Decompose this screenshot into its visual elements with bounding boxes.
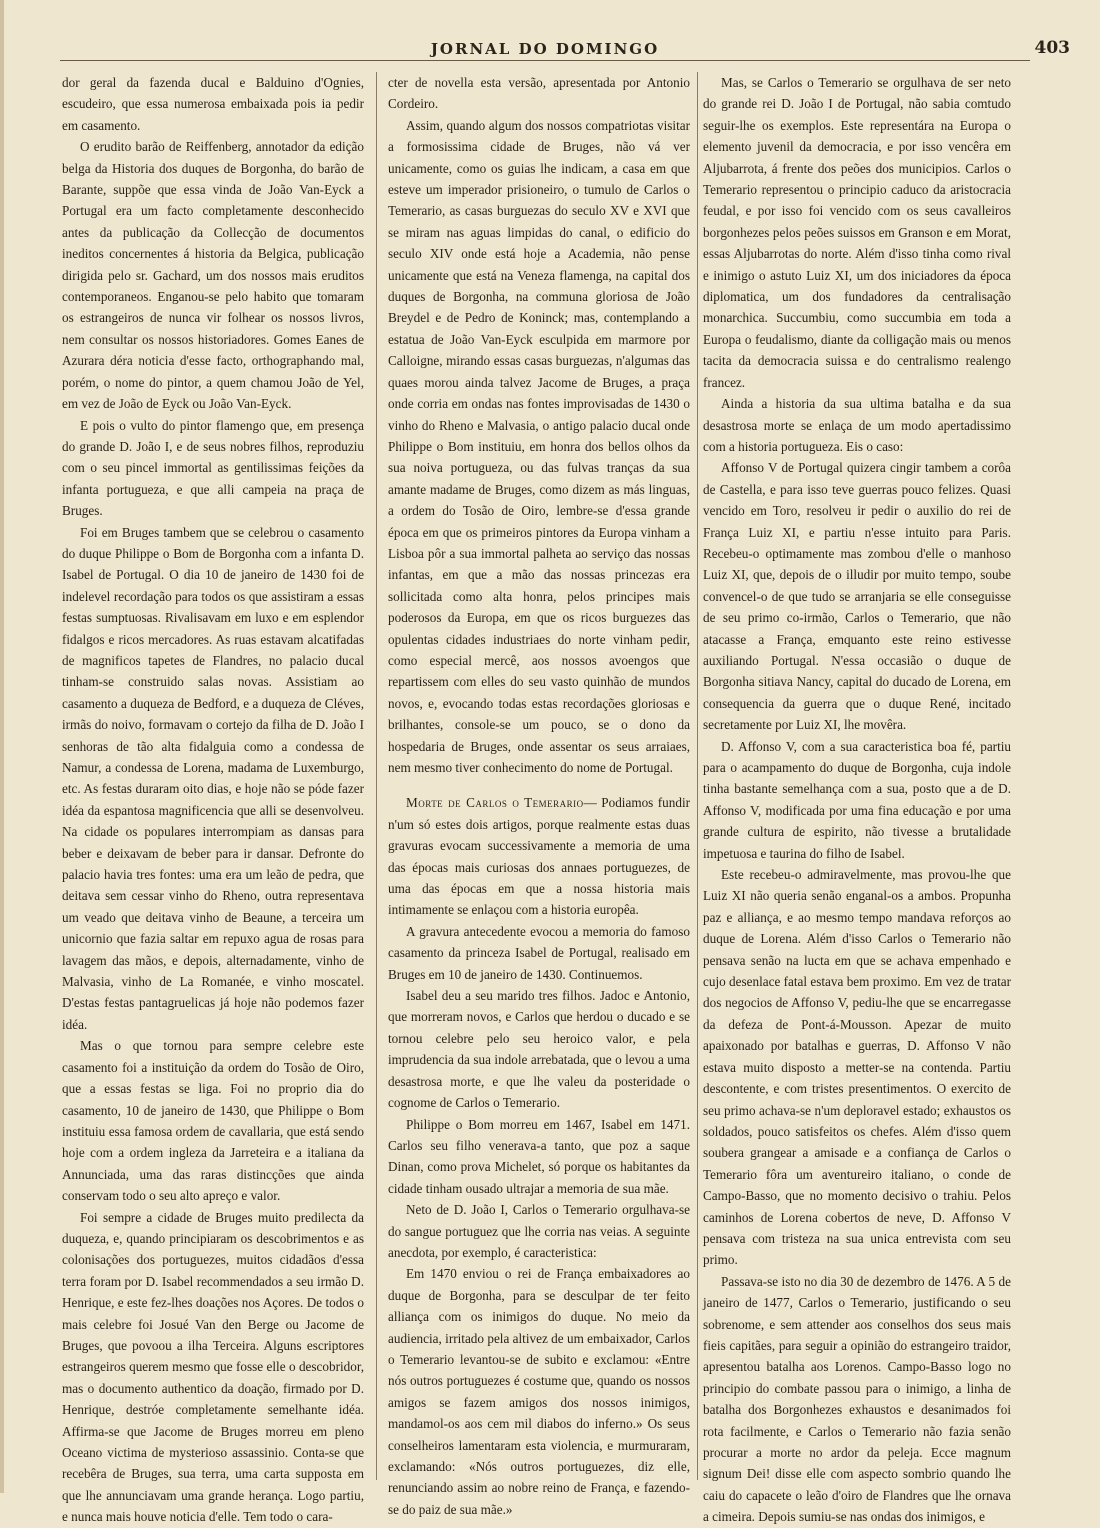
paragraph: O erudito barão de Reiffenberg, annotador da edição belga da Historia dos duques de Borgonha, do barão de Barante, suppõe que essa vinda de João Van-Eyck a Portugal era um facto completamente desconhecido antes da publicação da Collecção de documentos ineditos concernentes á historia da Belgica, publicação dirigida pelo sr. Gachard, um dos nossos mais eruditos contemporaneos. Enganou-se pelo habito que tomaram os estrangeiros de nunca vir folhear os nossos livros, nem consultar os nossos historiadores. Gomes Eanes de Azurara déra noticia d'esse facto, orthographando mal, porém, o nome do pintor, a quem chamou João de Yel, em vez de João de Eyck ou João Van-Eyck. (62, 139, 364, 412)
paragraph: A gravura antecedente evocou a memoria do famoso casamento da princeza Isabel de Portugal, realisado em Bruges em 10 de janeiro de 1430. Continuemos. (388, 923, 690, 982)
paragraph: — Podiamos fundir n'um só estes dois artigos, porque realmente estas duas gravuras evocam successivamente a memoria de uma das épocas mais curiosas dos annaes portuguezes, de uma das épocas em que a nossa historia mais intimamente se enlaçou com a historia europêa. (388, 795, 690, 918)
paragraph: D. Affonso V, com a sua caracteristica boa fé, partiu para o acampamento do duque de Borgonha, cuja indole tinha bastante semelhança com a sua, posto que a de D. Affonso V, modificada por uma fina educação e por uma grande cultura de espirito, não tivesse a brutalidade impetuosa e taurina do filho de Isabel. (703, 738, 1011, 861)
paragraph: Este recebeu-o admiravelmente, mas provou-lhe que Luiz XI não queria senão enganal-os a ambos. Propunha paz e alliança, e ao mesmo tempo mandava reforços ao duque de Lorena. Além d'isso Carlos o Temerario não pensava senão na lucta em que se achava empenhado e cujo desenlace fatal estava bem proximo. Em vez de tratar dos negocios de Affonso V, pediu-lhe que se encarregasse da defeza de Pont-á-Mousson. Apezar de muito apaixonado por batalhas e guerras, D. Affonso V não estava muito disposto a metter-se na contenda. Partiu descontente, e com tristes presentimentos. O exercito de seu primo achava-se n'um deploravel estado; exhaustos os soldados, pouco satisfeitos os chefes. Além d'isso quem soubera grangear a amisade e a confiança de Carlos o Temerario fôra um aventureiro italiano, o conde de Campo-Basso, que no momento decisivo o trahiu. Pelos caminhos de Lorena cobertos de neve, D. Affonso V pensava com tristeza na sua unica entrevista com seu primo. (703, 867, 1011, 1268)
column-2 (388, 72, 690, 1517)
column-1 (62, 72, 364, 1525)
paragraph: Passava-se isto no dia 30 de dezembro de 1476. A 5 de janeiro de 1477, Carlos o Temerario, justificando o seu sobrenome, e sem attender aos conselhos dos seus mais fieis capitães, para seguir a opinião do estrangeiro traidor, apresentou batalha aos Lorenos. Campo-Basso logo no principio do combate passou para o inimigo, a linha de batalha dos Borgonhezes exhaustos e desanimados foi rota facilmente, e Carlos o Temerario não fazia senão procurar a morte no ardor da peleja. Ecce magnum signum Dei! disse elle com aspecto sombrio quando lhe caiu do capacete o leão d'oiro de Flandres que lhe ornava a cimeira. Depois sumiu-se nas ondas dos inimigos, e (703, 1273, 1011, 1525)
paragraph: Affonso V de Portugal quizera cingir tambem a corôa de Castella, e para isso teve guerras pouco felizes. Quasi vencido em Toro, resolveu ir pedir o auxilio do rei de França Luiz XI, e partiu n'esse intuito para Paris. Recebeu-o optimamente mas zombou d'elle o manhoso Luiz XI, que, depois de o illudir por muito tempo, soube convencel-o de que tudo se arranjaria se elle conseguisse de seu primo co-irmão, Carlos o Temerario, que não atacasse a França, emquanto este reino estivesse auxiliando Portugal. N'essa occasião o duque de Borgonha sitiava Nancy, capital do ducado de Lorena, em consequencia da guerra que o duque René, incitado secretamente por Luiz XI, lhe movêra. (703, 460, 1011, 733)
paragraph: Neto de D. João I, Carlos o Temerario orgulhava-se do sangue portuguez que lhe corria nas veias. A seguinte anecdota, por exemplo, é caracteristica: (388, 1202, 690, 1260)
column-rule (697, 72, 698, 1480)
paragraph: Philippe o Bom morreu em 1467, Isabel em 1471. Carlos seu filho venerava-a tanto, que poz a saque Dinan, como prova Michelet, só porque os habitantes da cidade tinham ousado ultrajar a memoria de sua mãe. (388, 1116, 690, 1196)
running-title: JORNAL DO DOMINGO (430, 40, 660, 58)
paragraph: Assim, quando algum dos nossos compatriotas visitar a formosissima cidade de Bruges, não vá ver unicamente, como os guias lhe indicam, a casa em que esteve um imperador prisioneiro, o tumulo de Carlos o Temerario, as casas burguezas do seculo XV e XVI que se miram nas aguas limpidas do canal, o edificio do seculo XIV onde está hoje a Academia, não pense unicamente que está na Veneza flamenga, na capital dos duques de Borgonha, na communa gloriosa de João Breydel e de Pedro de Koninck; mas, contemplando a estatua de João Van-Eyck esculpida em marmore por Calloigne, mirando essas casas burguezas, n'algumas das quaes morou ainda talvez Jacome de Bruges, a praça onde corria em ondas nas fontes improvisadas de 1430 o vinho do Rheno e Malvasia, o antigo palacio ducal onde Philippe o Bom instituiu, em honra dos bellos olhos da sua noiva portugueza, ou das fulvas tranças da sua amante madame de Bruges, como dizem as más linguas, a ordem do Tosão de Oiro, lembre-se d'essa grande época em que os primeiros pintores da Europa vinham a Lisboa pôr a sua immortal palheta ao serviço das nossas infantas, em que a mão das nossas princezas era sollicitada como alta honra, pelos principes mais poderosos da Europa, em que os ricos burguezes das opulentas cidades industriaes do norte vinham pedir, como especial mercê, aos nossos avoengos que repartissem com elles do seu vasto quinhão de mundos novos, e, evocando todas estas recordações gloriosas e brilhantes, console-se um pouco, se o dono da hospedaria de Bruges, onde assentar os seus arraiaes, nem mesmo tiver conhecimento do nome de Portugal. (388, 117, 690, 775)
paragraph: Isabel deu a seu marido tres filhos. Jadoc e Antonio, que morreram novos, e Carlos que herdou o ducado e se tornou celebre pelo seu heroico valor, e pela imprudencia da sua indole arrebatada, que o levou a uma desastrosa morte, e que lhe valeu da posteridade o cognome de Carlos o Temerario. (388, 988, 690, 1111)
section-lead (388, 792, 690, 920)
masthead (60, 38, 1070, 61)
paragraph: cter de novella esta versão, apresentada por Antonio Cordeiro. (388, 75, 690, 112)
section-heading: Morte de Carlos o Temerario (406, 795, 584, 811)
page-number: 403 (1034, 38, 1070, 58)
paragraph: dor geral da fazenda ducal e Balduino d'Ognies, escudeiro, que essa numerosa embaixada pois ia pedir em casamento. (62, 75, 364, 133)
paragraph: E pois o vulto do pintor flamengo que, em presença do grande D. João I, e de seus nobres filhos, reproduziu com o seu pincel immortal as gentilissimas feições da infanta portugueza, e que alli campeia na praça de Bruges. (62, 417, 364, 519)
column-rule (376, 72, 377, 1480)
paragraph: Mas o que tornou para sempre celebre este casamento foi a instituição da ordem do Tosão de Oiro, que a essas festas se liga. Foi no proprio dia do casamento, 10 de janeiro de 1430, que Philippe o Bom instituiu essa famosa ordem de cavallaria, que está sendo hoje com a ordem ingleza da Jarreteira e a italiana da Annunciada, uma das raras distincções que ainda conservam todo o seu alto apreço e valor. (62, 1038, 364, 1204)
paragraph: Foi em Bruges tambem que se celebrou o casamento do duque Philippe o Bom de Borgonha com a infanta D. Isabel de Portugal. O dia 10 de janeiro de 1430 foi de indelevel recordação para todos os que assistiram a essas festas sumptuosas. Rivalisavam em luxo e em esplendor fidalgos e ricos mercadores. As ruas estavam alcatifadas de magnificos tapetes de Flandres, no palacio ducal tinham-se construido salas novas. Assistiam ao casamento a duqueza de Bedford, e a duqueza de Cléves, irmãs do noivo, formavam o cortejo da filha de D. João I senhoras de tão alta fidalguia como a condessa de Namur, a condessa de Lorena, madama de Luxemburgo, etc. As festas duraram oito dias, e hoje não se póde fazer idéa da espantosa magnificencia que alli se desenvolveu. Na cidade os populares interrompiam as dansas para beber e deixavam de beber para ir dansar. Defronte do palacio havia tres fontes: uma era um leão de pedra, que deitava sem cessar vinho do Rheno, outra representava um veado que deitava vinho de Beaune, a terceira um unicornio que fazia saltar em repuxo agua de rosas para lavagem das mãos, e depois, alternadamente, vinho de Malvasia, vinho de La Romanée, e vinho moscatel. D'estas festas pantagruelicas já hoje não podemos fazer idéa. (62, 524, 364, 1032)
paragraph: Em 1470 enviou o rei de França embaixadores ao duque de Borgonha, para se desculpar de ter feito alliança com os inimigos do duque. No meio da audiencia, irritado pela altivez de um embaixador, Carlos o Temerario levantou-se de subito e exclamou: «Entre nós outros portuguezes é costume que, quando os nossos amigos se fazem amigos dos nossos inimigos, mandamol-os aos cem mil diabos do inferno.» Os seus conselheiros lamentaram esta violencia, e murmuraram, exclamando: «Nós outros portuguezes, diz elle, renunciando assim ao nobre reino de França, e fazendo-se do paiz de sua mãe.» (388, 1266, 690, 1517)
paragraph: Foi sempre a cidade de Bruges muito predilecta da duqueza, e, quando principiaram os descobrimentos e as colonisações dos portuguezes, muitos cidadãos d'essa terra foram por D. Isabel recommendados a seu irmão D. Henrique, e este fez-lhes doações nos Açores. De todos o mais celebre foi Josué Van den Berge ou Jacome de Bruges, que povoou a ilha Terceira. Alguns escriptores estrangeiros querem mesmo que fosse elle o descobridor, mas o documento authentico da doação, firmado por D. Henrique, destróe completamente semelhante idéa. Affirma-se que Jacome de Bruges morreu em pleno Oceano victima de mysterioso assassinio. Conta-se que recebêra de Bruges, sua terra, uma carta supposta em que lhe annunciavam uma grande herança. Logo partiu, e nunca mais houve noticia d'elle. Tem todo o cara- (62, 1209, 364, 1525)
paragraph: Ainda a historia da sua ultima batalha e da sua desastrosa morte se enlaça de um modo apertadissimo com a historia portugueza. Eis o caso: (703, 396, 1011, 454)
page-edge (0, 0, 4, 1493)
paragraph: Mas, se Carlos o Temerario se orgulhava de ser neto do grande rei D. João I de Portugal, não sabia comtudo seguir-lhe os exemplos. Este representára na Europa o elemento juvenil da democracia, e por isso vencêra em Aljubarrota, á frente dos peões dos municipios. Carlos o Temerario representou o principio caduco da aristocracia feudal, e por isso foi vencido com os seus cavalleiros borgonhezes pelos peões suissos em Granson e em Morat, essas Aljubarrotas do norte. Além d'isso tinha como rival e inimigo o astuto Luiz XI, um dos iniciadores da época diplomatica, um dos fundadores da centralisação monarchica. Succumbiu, como succumbia em toda a Europa o feudalismo, diante da colligação mais ou menos tacita da democracia suissa e do centralismo realengo francez. (703, 75, 1011, 390)
column-3 (703, 72, 1011, 1525)
